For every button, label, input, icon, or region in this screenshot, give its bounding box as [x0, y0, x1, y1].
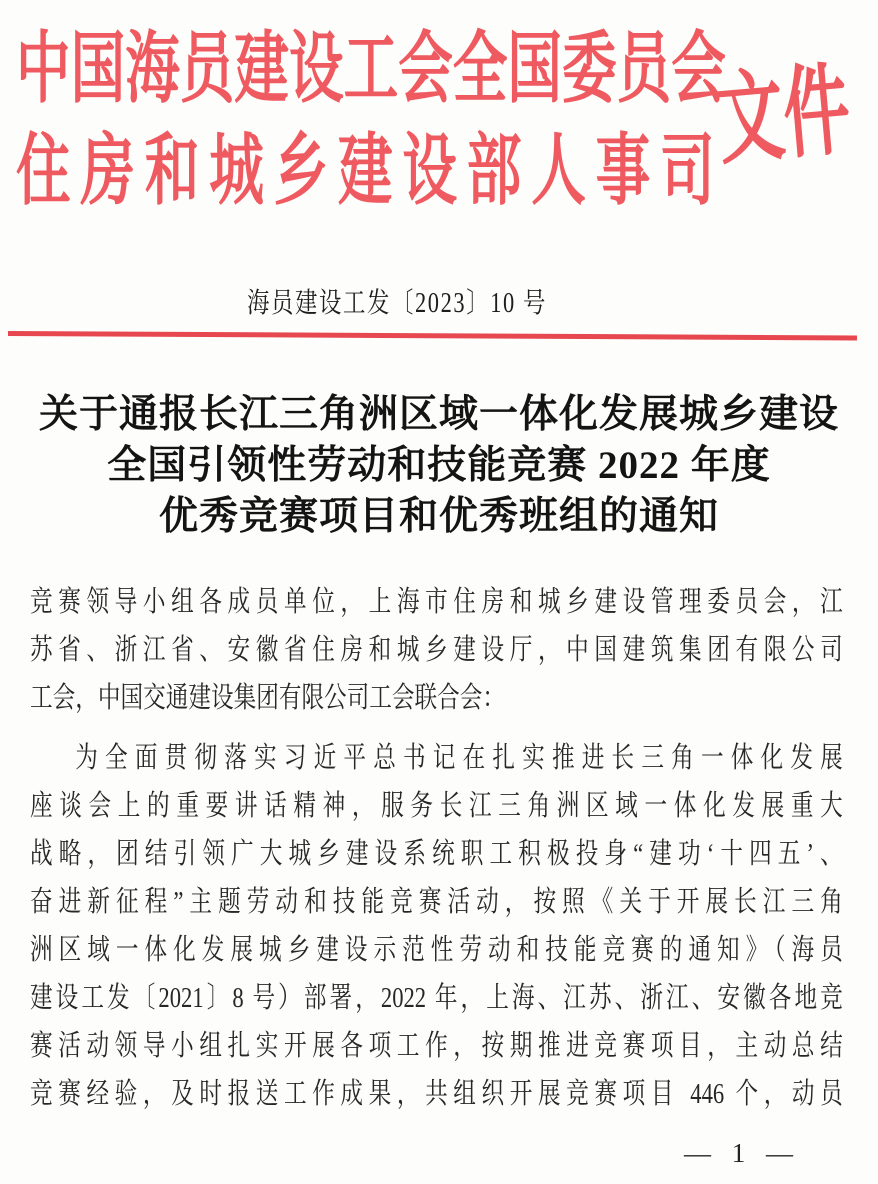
document-mark-wenjian: 文件	[713, 54, 855, 177]
org-name-line2: 住房和城乡建设部人事司	[16, 127, 725, 214]
body-line: 建设工发〔2021〕8 号）部署，2022 年，上海、江苏、浙江、安徽各地竞	[30, 982, 843, 1014]
title-line-3: 优秀竞赛项目和优秀班组的通知	[158, 495, 719, 538]
body-line: 赛活动领导小组扎实开展各项工作，按期推进竞赛项目，主动总结	[30, 1030, 843, 1062]
body-line: 奋进新征程”主题劳动和技能竞赛活动，按照《关于开展长江三角	[30, 886, 843, 918]
body-line: 竞赛经验，及时报送工作成果，共组织开展竞赛项目 446 个，动员	[30, 1078, 843, 1110]
title-line-1: 关于通报长江三角洲区域一体化发展城乡建设	[38, 393, 839, 436]
body-line: 为全面贯彻落实习近平总书记在扎实推进长三角一体化发展	[75, 742, 843, 774]
body-line: 工会，中国交通建设集团有限公司工会联合会：	[30, 682, 506, 714]
body-line: 战略，团结引领广大城乡建设系统职工积极投身“建功‘十四五’、	[30, 838, 843, 870]
body-line: 苏省、浙江省、安徽省住房和城乡建设厅，中国建筑集团有限公司	[30, 634, 843, 666]
document-title	[0, 389, 878, 542]
title-line-2: 全国引领性劳动和技能竞赛 2022 年度	[107, 444, 771, 487]
body-line: 竞赛领导小组各成员单位，上海市住房和城乡建设管理委员会，江	[30, 586, 843, 618]
body-line: 座谈会上的重要讲话精神，服务长江三角洲区域一体化发展重大	[30, 790, 843, 822]
body-line: 洲区域一体化发展城乡建设示范性劳动和技能竞赛的通知》（海员	[30, 934, 843, 966]
document-number: 海员建设工发〔2023〕10 号	[246, 288, 547, 319]
org-name-line1: 中国海员建设工会全国委员会	[16, 25, 726, 112]
page-number: — 1 —	[684, 1138, 800, 1168]
red-divider-line	[8, 331, 857, 340]
body-text	[30, 578, 843, 1118]
